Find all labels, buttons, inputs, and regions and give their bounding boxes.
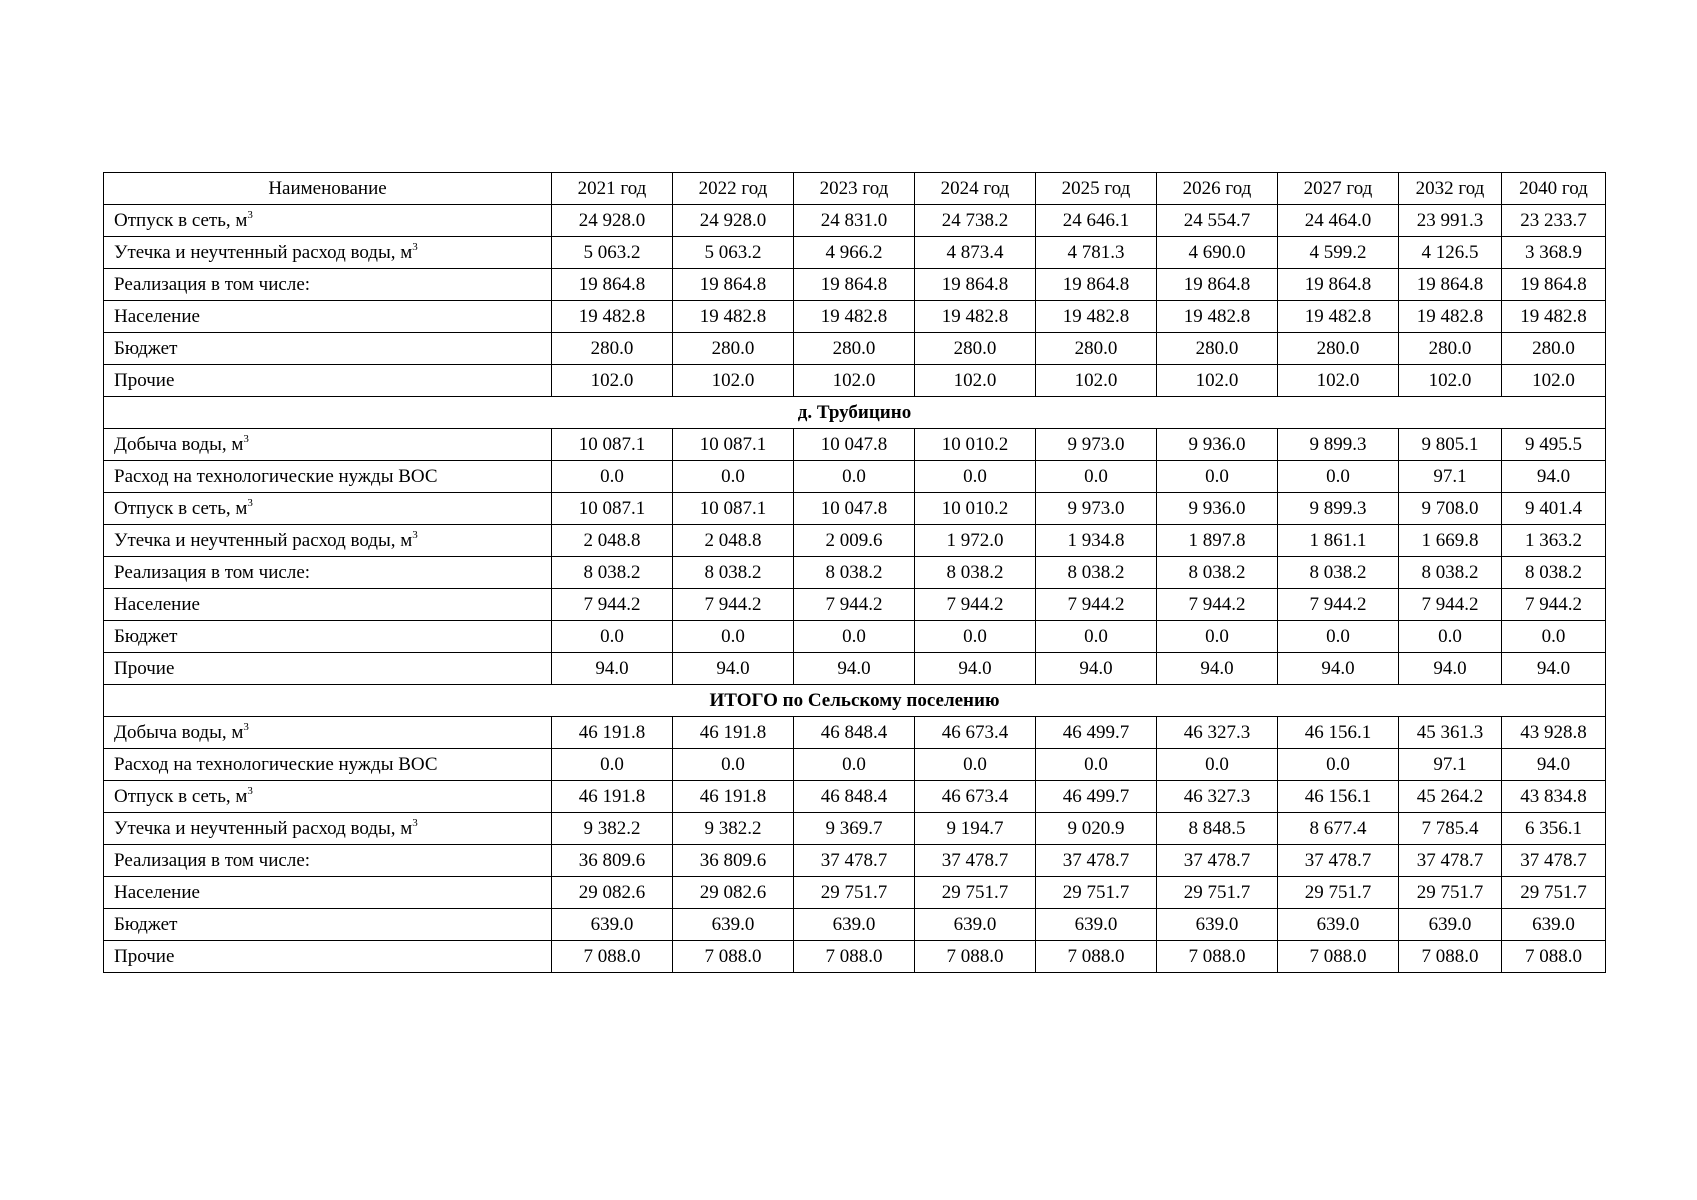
value-cell: 0.0 — [1157, 461, 1278, 493]
section-row — [104, 685, 1606, 717]
row-label: Отпуск в сеть, м — [114, 210, 248, 231]
value-cell: 46 673.4 — [915, 781, 1036, 813]
value-cell: 7 944.2 — [1278, 589, 1399, 621]
row-label-cell — [104, 621, 552, 653]
row-label-cell — [104, 461, 552, 493]
value-cell: 10 087.1 — [552, 429, 673, 461]
table-row — [104, 237, 1606, 269]
value-cell: 280.0 — [1036, 333, 1157, 365]
table-row — [104, 301, 1606, 333]
value-cell: 1 897.8 — [1157, 525, 1278, 557]
value-cell: 9 899.3 — [1278, 429, 1399, 461]
row-label-cell — [104, 653, 552, 685]
value-cell: 2 048.8 — [552, 525, 673, 557]
value-cell: 0.0 — [1502, 621, 1606, 653]
row-label: Бюджет — [114, 914, 178, 935]
value-cell: 102.0 — [552, 365, 673, 397]
value-cell: 5 063.2 — [673, 237, 794, 269]
value-cell: 1 972.0 — [915, 525, 1036, 557]
header-year: 2025 год — [1036, 173, 1157, 205]
table-row — [104, 781, 1606, 813]
value-cell: 102.0 — [915, 365, 1036, 397]
row-label: Бюджет — [114, 338, 178, 359]
table-row — [104, 845, 1606, 877]
value-cell: 8 038.2 — [1278, 557, 1399, 589]
value-cell: 46 848.4 — [794, 717, 915, 749]
value-cell: 46 191.8 — [552, 717, 673, 749]
row-label-cell — [104, 749, 552, 781]
value-cell: 37 478.7 — [794, 845, 915, 877]
row-label-cell — [104, 365, 552, 397]
value-cell: 19 482.8 — [794, 301, 915, 333]
value-cell: 280.0 — [915, 333, 1036, 365]
row-label-cell — [104, 877, 552, 909]
value-cell: 4 126.5 — [1399, 237, 1502, 269]
value-cell: 19 482.8 — [1157, 301, 1278, 333]
value-cell: 0.0 — [915, 461, 1036, 493]
value-cell: 19 482.8 — [673, 301, 794, 333]
value-cell: 7 088.0 — [794, 941, 915, 973]
value-cell: 29 751.7 — [915, 877, 1036, 909]
header-year: 2027 год — [1278, 173, 1399, 205]
row-label-cell — [104, 813, 552, 845]
unit-superscript: 3 — [247, 208, 253, 221]
value-cell: 0.0 — [1278, 749, 1399, 781]
value-cell: 0.0 — [915, 621, 1036, 653]
value-cell: 24 554.7 — [1157, 205, 1278, 237]
row-label-cell — [104, 557, 552, 589]
value-cell: 10 087.1 — [673, 493, 794, 525]
value-cell: 46 327.3 — [1157, 717, 1278, 749]
value-cell: 10 047.8 — [794, 429, 915, 461]
value-cell: 9 382.2 — [552, 813, 673, 845]
value-cell: 8 038.2 — [1036, 557, 1157, 589]
value-cell: 24 464.0 — [1278, 205, 1399, 237]
header-year: 2023 год — [794, 173, 915, 205]
value-cell: 10 010.2 — [915, 429, 1036, 461]
table-row — [104, 877, 1606, 909]
value-cell: 0.0 — [552, 749, 673, 781]
water-balance-table — [103, 172, 1606, 973]
value-cell: 19 864.8 — [915, 269, 1036, 301]
value-cell: 46 848.4 — [794, 781, 915, 813]
value-cell: 19 482.8 — [1502, 301, 1606, 333]
value-cell: 9 382.2 — [673, 813, 794, 845]
value-cell: 7 944.2 — [1036, 589, 1157, 621]
value-cell: 102.0 — [1399, 365, 1502, 397]
value-cell: 29 751.7 — [794, 877, 915, 909]
unit-superscript: 3 — [412, 240, 418, 253]
header-year: 2024 год — [915, 173, 1036, 205]
row-label: Реализация в том числе: — [114, 562, 311, 583]
value-cell: 0.0 — [1278, 621, 1399, 653]
value-cell: 102.0 — [1502, 365, 1606, 397]
header-name: Наименование — [104, 173, 552, 205]
value-cell: 8 038.2 — [794, 557, 915, 589]
value-cell: 19 864.8 — [1399, 269, 1502, 301]
value-cell: 280.0 — [794, 333, 915, 365]
table-row — [104, 461, 1606, 493]
value-cell: 0.0 — [794, 461, 915, 493]
row-label: Прочие — [114, 658, 175, 679]
value-cell: 4 966.2 — [794, 237, 915, 269]
value-cell: 639.0 — [1036, 909, 1157, 941]
table-row — [104, 333, 1606, 365]
value-cell: 10 047.8 — [794, 493, 915, 525]
value-cell: 1 669.8 — [1399, 525, 1502, 557]
row-label: Прочие — [114, 946, 175, 967]
section-row — [104, 397, 1606, 429]
value-cell: 46 191.8 — [673, 781, 794, 813]
value-cell: 24 738.2 — [915, 205, 1036, 237]
value-cell: 7 944.2 — [552, 589, 673, 621]
value-cell: 2 009.6 — [794, 525, 915, 557]
row-label-cell — [104, 429, 552, 461]
value-cell: 0.0 — [673, 621, 794, 653]
value-cell: 19 482.8 — [915, 301, 1036, 333]
value-cell: 102.0 — [1278, 365, 1399, 397]
row-label: Добыча воды, м — [114, 434, 244, 455]
value-cell: 94.0 — [794, 653, 915, 685]
table-row — [104, 717, 1606, 749]
table-row — [104, 205, 1606, 237]
value-cell: 0.0 — [1157, 749, 1278, 781]
row-label: Расход на технологические нужды ВОС — [114, 466, 438, 487]
table-row — [104, 909, 1606, 941]
value-cell: 19 864.8 — [673, 269, 794, 301]
unit-superscript: 3 — [247, 784, 253, 797]
value-cell: 639.0 — [794, 909, 915, 941]
header-year: 2021 год — [552, 173, 673, 205]
value-cell: 94.0 — [1399, 653, 1502, 685]
value-cell: 7 088.0 — [1157, 941, 1278, 973]
value-cell: 37 478.7 — [1278, 845, 1399, 877]
row-label: Утечка и неучтенный расход воды, м — [114, 242, 413, 263]
value-cell: 7 088.0 — [915, 941, 1036, 973]
value-cell: 280.0 — [1278, 333, 1399, 365]
value-cell: 0.0 — [1157, 621, 1278, 653]
table-row — [104, 269, 1606, 301]
value-cell: 7 088.0 — [673, 941, 794, 973]
value-cell: 280.0 — [1399, 333, 1502, 365]
value-cell: 19 864.8 — [552, 269, 673, 301]
row-label: Утечка и неучтенный расход воды, м — [114, 818, 413, 839]
value-cell: 0.0 — [794, 621, 915, 653]
value-cell: 1 861.1 — [1278, 525, 1399, 557]
value-cell: 7 944.2 — [1399, 589, 1502, 621]
value-cell: 8 038.2 — [673, 557, 794, 589]
value-cell: 19 482.8 — [1278, 301, 1399, 333]
value-cell: 7 944.2 — [794, 589, 915, 621]
value-cell: 0.0 — [1036, 621, 1157, 653]
value-cell: 46 327.3 — [1157, 781, 1278, 813]
value-cell: 0.0 — [673, 749, 794, 781]
value-cell: 9 973.0 — [1036, 429, 1157, 461]
value-cell: 7 088.0 — [1278, 941, 1399, 973]
value-cell: 639.0 — [1399, 909, 1502, 941]
value-cell: 0.0 — [552, 461, 673, 493]
value-cell: 9 495.5 — [1502, 429, 1606, 461]
value-cell: 46 156.1 — [1278, 781, 1399, 813]
value-cell: 7 088.0 — [1502, 941, 1606, 973]
value-cell: 29 751.7 — [1502, 877, 1606, 909]
value-cell: 4 690.0 — [1157, 237, 1278, 269]
table-row — [104, 429, 1606, 461]
value-cell: 7 944.2 — [1502, 589, 1606, 621]
row-label: Добыча воды, м — [114, 722, 244, 743]
value-cell: 639.0 — [915, 909, 1036, 941]
value-cell: 23 233.7 — [1502, 205, 1606, 237]
table-body — [104, 205, 1606, 973]
value-cell: 7 088.0 — [1036, 941, 1157, 973]
value-cell: 1 934.8 — [1036, 525, 1157, 557]
row-label-cell — [104, 525, 552, 557]
value-cell: 8 038.2 — [1399, 557, 1502, 589]
row-label-cell — [104, 589, 552, 621]
row-label: Население — [114, 594, 200, 615]
row-label: Отпуск в сеть, м — [114, 786, 248, 807]
value-cell: 7 088.0 — [552, 941, 673, 973]
value-cell: 0.0 — [673, 461, 794, 493]
header-year: 2022 год — [673, 173, 794, 205]
value-cell: 7 944.2 — [915, 589, 1036, 621]
value-cell: 4 781.3 — [1036, 237, 1157, 269]
value-cell: 4 599.2 — [1278, 237, 1399, 269]
table-row — [104, 525, 1606, 557]
unit-superscript: 3 — [412, 816, 418, 829]
value-cell: 24 646.1 — [1036, 205, 1157, 237]
row-label: Реализация в том числе: — [114, 274, 311, 295]
value-cell: 29 082.6 — [673, 877, 794, 909]
value-cell: 102.0 — [1036, 365, 1157, 397]
value-cell: 29 751.7 — [1157, 877, 1278, 909]
row-label-cell — [104, 237, 552, 269]
row-label: Отпуск в сеть, м — [114, 498, 248, 519]
value-cell: 102.0 — [1157, 365, 1278, 397]
value-cell: 46 499.7 — [1036, 781, 1157, 813]
value-cell: 639.0 — [1502, 909, 1606, 941]
value-cell: 19 482.8 — [1036, 301, 1157, 333]
row-label-cell — [104, 909, 552, 941]
value-cell: 10 087.1 — [673, 429, 794, 461]
value-cell: 94.0 — [1502, 461, 1606, 493]
value-cell: 0.0 — [1036, 461, 1157, 493]
table-header-row — [104, 173, 1606, 205]
value-cell: 8 038.2 — [552, 557, 673, 589]
row-label: Население — [114, 882, 200, 903]
table-row — [104, 493, 1606, 525]
value-cell: 9 805.1 — [1399, 429, 1502, 461]
row-label-cell — [104, 493, 552, 525]
value-cell: 19 864.8 — [794, 269, 915, 301]
value-cell: 8 038.2 — [915, 557, 1036, 589]
row-label-cell — [104, 845, 552, 877]
value-cell: 94.0 — [1036, 653, 1157, 685]
value-cell: 94.0 — [915, 653, 1036, 685]
value-cell: 37 478.7 — [1157, 845, 1278, 877]
value-cell: 46 156.1 — [1278, 717, 1399, 749]
value-cell: 19 864.8 — [1036, 269, 1157, 301]
value-cell: 1 363.2 — [1502, 525, 1606, 557]
value-cell: 19 864.8 — [1157, 269, 1278, 301]
value-cell: 639.0 — [1157, 909, 1278, 941]
table-row — [104, 621, 1606, 653]
value-cell: 9 708.0 — [1399, 493, 1502, 525]
value-cell: 5 063.2 — [552, 237, 673, 269]
value-cell: 0.0 — [915, 749, 1036, 781]
value-cell: 94.0 — [673, 653, 794, 685]
value-cell: 94.0 — [1502, 653, 1606, 685]
row-label-cell — [104, 205, 552, 237]
value-cell: 9 020.9 — [1036, 813, 1157, 845]
value-cell: 29 082.6 — [552, 877, 673, 909]
row-label: Расход на технологические нужды ВОС — [114, 754, 438, 775]
value-cell: 280.0 — [552, 333, 673, 365]
value-cell: 43 834.8 — [1502, 781, 1606, 813]
value-cell: 8 038.2 — [1502, 557, 1606, 589]
row-label: Население — [114, 306, 200, 327]
header-year: 2026 год — [1157, 173, 1278, 205]
value-cell: 9 936.0 — [1157, 493, 1278, 525]
value-cell: 639.0 — [1278, 909, 1399, 941]
value-cell: 24 831.0 — [794, 205, 915, 237]
section-title: д. Трубицино — [104, 397, 1606, 429]
value-cell: 102.0 — [794, 365, 915, 397]
table-row — [104, 365, 1606, 397]
value-cell: 10 010.2 — [915, 493, 1036, 525]
value-cell: 8 677.4 — [1278, 813, 1399, 845]
header-year: 2032 год — [1399, 173, 1502, 205]
unit-superscript: 3 — [243, 720, 249, 733]
value-cell: 94.0 — [552, 653, 673, 685]
value-cell: 0.0 — [1036, 749, 1157, 781]
row-label-cell — [104, 941, 552, 973]
row-label-cell — [104, 269, 552, 301]
value-cell: 7 088.0 — [1399, 941, 1502, 973]
table-row — [104, 941, 1606, 973]
value-cell: 0.0 — [794, 749, 915, 781]
row-label: Бюджет — [114, 626, 178, 647]
value-cell: 8 038.2 — [1157, 557, 1278, 589]
value-cell: 36 809.6 — [673, 845, 794, 877]
value-cell: 29 751.7 — [1278, 877, 1399, 909]
row-label-cell — [104, 301, 552, 333]
value-cell: 0.0 — [1278, 461, 1399, 493]
value-cell: 46 673.4 — [915, 717, 1036, 749]
value-cell: 36 809.6 — [552, 845, 673, 877]
value-cell: 23 991.3 — [1399, 205, 1502, 237]
value-cell: 10 087.1 — [552, 493, 673, 525]
section-title: ИТОГО по Сельскому поселению — [104, 685, 1606, 717]
value-cell: 94.0 — [1278, 653, 1399, 685]
row-label: Утечка и неучтенный расход воды, м — [114, 530, 413, 551]
value-cell: 4 873.4 — [915, 237, 1036, 269]
value-cell: 37 478.7 — [1036, 845, 1157, 877]
table-row — [104, 589, 1606, 621]
value-cell: 9 899.3 — [1278, 493, 1399, 525]
value-cell: 37 478.7 — [1399, 845, 1502, 877]
value-cell: 37 478.7 — [1502, 845, 1606, 877]
value-cell: 7 785.4 — [1399, 813, 1502, 845]
value-cell: 639.0 — [552, 909, 673, 941]
row-label: Прочие — [114, 370, 175, 391]
value-cell: 3 368.9 — [1502, 237, 1606, 269]
table-row — [104, 557, 1606, 589]
value-cell: 9 936.0 — [1157, 429, 1278, 461]
value-cell: 19 482.8 — [552, 301, 673, 333]
value-cell: 46 499.7 — [1036, 717, 1157, 749]
value-cell: 19 864.8 — [1502, 269, 1606, 301]
value-cell: 8 848.5 — [1157, 813, 1278, 845]
value-cell: 102.0 — [673, 365, 794, 397]
header-year: 2040 год — [1502, 173, 1606, 205]
value-cell: 19 864.8 — [1278, 269, 1399, 301]
value-cell: 45 361.3 — [1399, 717, 1502, 749]
value-cell: 94.0 — [1502, 749, 1606, 781]
value-cell: 29 751.7 — [1399, 877, 1502, 909]
value-cell: 24 928.0 — [552, 205, 673, 237]
value-cell: 9 369.7 — [794, 813, 915, 845]
value-cell: 46 191.8 — [552, 781, 673, 813]
value-cell: 45 264.2 — [1399, 781, 1502, 813]
value-cell: 9 973.0 — [1036, 493, 1157, 525]
value-cell: 46 191.8 — [673, 717, 794, 749]
value-cell: 9 194.7 — [915, 813, 1036, 845]
unit-superscript: 3 — [247, 496, 253, 509]
value-cell: 7 944.2 — [673, 589, 794, 621]
value-cell: 2 048.8 — [673, 525, 794, 557]
value-cell: 9 401.4 — [1502, 493, 1606, 525]
value-cell: 97.1 — [1399, 461, 1502, 493]
unit-superscript: 3 — [243, 432, 249, 445]
value-cell: 639.0 — [673, 909, 794, 941]
unit-superscript: 3 — [412, 528, 418, 541]
value-cell: 280.0 — [1502, 333, 1606, 365]
row-label-cell — [104, 333, 552, 365]
row-label: Реализация в том числе: — [114, 850, 311, 871]
value-cell: 0.0 — [552, 621, 673, 653]
value-cell: 0.0 — [1399, 621, 1502, 653]
value-cell: 37 478.7 — [915, 845, 1036, 877]
row-label-cell — [104, 717, 552, 749]
table-row — [104, 749, 1606, 781]
value-cell: 19 482.8 — [1399, 301, 1502, 333]
table-row — [104, 653, 1606, 685]
value-cell: 24 928.0 — [673, 205, 794, 237]
value-cell: 280.0 — [1157, 333, 1278, 365]
row-label-cell — [104, 781, 552, 813]
value-cell: 43 928.8 — [1502, 717, 1606, 749]
value-cell: 6 356.1 — [1502, 813, 1606, 845]
value-cell: 29 751.7 — [1036, 877, 1157, 909]
table-row — [104, 813, 1606, 845]
value-cell: 97.1 — [1399, 749, 1502, 781]
value-cell: 7 944.2 — [1157, 589, 1278, 621]
value-cell: 280.0 — [673, 333, 794, 365]
value-cell: 94.0 — [1157, 653, 1278, 685]
